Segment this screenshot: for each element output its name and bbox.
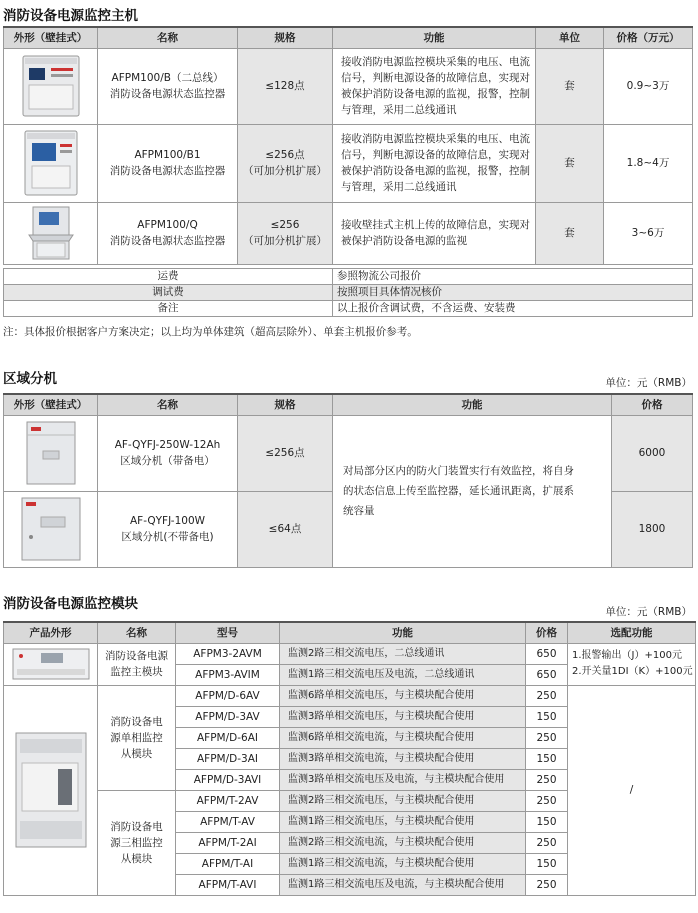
module-price-table [3,621,696,896]
product-name: 消防设备电源状态监控器 [109,165,226,177]
host-price-table [3,26,693,317]
zone-price-table [3,393,693,568]
price-cell: 250 [526,874,568,895]
option-alarm: 1.报警输出（J）+100元 [572,650,682,661]
module-name-line3: 从模块 [120,747,153,760]
product-image-cell [4,643,98,685]
product-image-cell [4,685,98,895]
spec-cell: ≤256点 [238,415,333,491]
header-function: 功能 [280,622,526,643]
product-model: AFPM100/Q [137,219,198,231]
price-cell: 150 [526,748,568,769]
wall-monitor-product-image [21,55,81,117]
model-cell: AFPM3-AVIM [176,664,280,685]
product-name: 区域分机（带备电） [120,455,215,467]
table-row [4,643,696,664]
slave-option-cell: / [568,685,696,895]
price-cell: 150 [526,853,568,874]
product-model: AF-QYFJ-250W-12Ah [114,439,221,451]
model-cell: AFPM/T-2AI [176,832,280,853]
price-cell: 250 [526,685,568,706]
zone-unit-product-image [19,497,83,561]
header-name: 名称 [98,394,238,415]
model-cell: AFPM/T-AVI [176,874,280,895]
module-name: 消防设备电 [110,715,163,728]
master-module-product-image [11,647,91,681]
header-appearance: 外形（壁挂式） [4,27,98,48]
cabinet-monitor-product-image [23,205,79,261]
model-cell: AFPM/D-6AV [176,685,280,706]
extra-label-remark: 备注 [4,300,333,316]
unit-cell: 套 [536,202,604,264]
price-cell: 650 [526,664,568,685]
header-spec: 规格 [238,27,333,48]
spec-value: ≤256点 [265,149,305,161]
price-cell: 250 [526,769,568,790]
header-price: 价格（万元） [604,27,693,48]
module-name-line2: 源三相监控 [110,836,163,849]
price-cell: 0.9~3万 [604,48,693,124]
product-image-cell [4,202,98,264]
header-name: 名称 [98,622,176,643]
product-name: 区域分机(不带备电) [121,531,214,543]
model-cell: AFPM/D-6AI [176,727,280,748]
header-price: 价格 [612,394,693,415]
zone-unit-backup-product-image [23,421,79,485]
price-cell: 650 [526,643,568,664]
extra-label-shipping: 运费 [4,268,333,284]
table-row [4,124,693,202]
module-unit-note: 单位：元（RMB） [605,606,692,618]
product-model: AF-QYFJ-100W [129,515,206,527]
header-name: 名称 [98,27,238,48]
slave-module-product-image [12,729,90,851]
product-name: 消防设备电源状态监控器 [109,88,226,100]
header-unit: 单位 [536,27,604,48]
function-cell: 监测1路三相交流电压及电流，二总线通讯 [280,664,526,685]
function-cell: 监测6路单相交流电压，与主模块配合使用 [280,685,526,706]
section-title-module: 消防设备电源监控模块 [3,596,138,612]
wall-monitor-b1-product-image [21,130,81,196]
table-row [4,48,693,124]
function-cell: 监测2路三相交流电压，与主模块配合使用 [280,790,526,811]
product-name: 消防设备电源状态监控器 [109,235,226,247]
product-image-cell [4,491,98,567]
table-row [4,268,693,284]
extra-value-remark: 以上报价含调试费，不含运费、安装费 [333,300,693,316]
module-name-line2: 源单相监控 [110,731,163,744]
model-cell: AFPM/D-3AVI [176,769,280,790]
header-spec: 规格 [238,394,333,415]
model-cell: AFPM/T-AV [176,811,280,832]
section-title-zone: 区域分机 [3,371,57,387]
header-appearance: 外形（壁挂式） [4,394,98,415]
table-row [4,415,693,491]
function-cell: 接收消防电源监控模块采集的电压、电流信号，判断电源设备的故障信息，实现对被保护消防设备电源的监视，报警，控制与管理，采用二总线通讯 [333,124,536,202]
price-cell: 250 [526,832,568,853]
price-cell: 1.8~4万 [604,124,693,202]
product-image-cell [4,124,98,202]
table-row [4,202,693,264]
header-appearance: 产品外形 [4,622,98,643]
header-model: 型号 [176,622,280,643]
spec-value: ≤256 [270,219,300,231]
function-cell: 监测3路单相交流电压及电流，与主模块配合使用 [280,769,526,790]
price-cell: 3~6万 [604,202,693,264]
header-function: 功能 [333,27,536,48]
spec-extension: （可加分机扩展） [243,235,327,247]
header-options: 选配功能 [568,622,696,643]
extra-label-debug: 调试费 [4,284,333,300]
function-cell: 监测2路三相交流电压，二总线通讯 [280,643,526,664]
module-name: 消防设备电源 [105,650,168,662]
function-cell: 监测3路单相交流电流，与主模块配合使用 [280,748,526,769]
section-title-host: 消防设备电源监控主机 [3,8,138,24]
header-price: 价格 [526,622,568,643]
extra-value-shipping: 参照物流公司报价 [333,268,693,284]
module-name-line3: 从模块 [120,852,153,865]
model-cell: AFPM/T-2AV [176,790,280,811]
product-image-cell [4,48,98,124]
table-row [4,300,693,316]
product-image-cell [4,415,98,491]
function-cell: 监测1路三相交流电压，与主模块配合使用 [280,811,526,832]
price-cell: 6000 [612,415,693,491]
host-note: 注：具体报价根据客户方案决定；以上均为单体建筑（超高层除外）、单套主机报价参考。 [3,326,418,338]
price-cell: 250 [526,790,568,811]
spec-cell: ≤64点 [238,491,333,567]
spec-extension: （可加分机扩展） [243,165,327,177]
function-cell: 监测2路三相交流电流，与主模块配合使用 [280,832,526,853]
module-name-line2: 监控主模块 [110,666,163,678]
header-function: 功能 [333,394,612,415]
model-cell: AFPM/D-3AI [176,748,280,769]
option-di: 2.开关量1DI（K）+100元 [572,666,693,677]
spec-cell: ≤128点 [238,48,333,124]
function-cell: 监测3路单相交流电压，与主模块配合使用 [280,706,526,727]
module-name: 消防设备电 [110,820,163,833]
unit-cell: 套 [536,124,604,202]
extra-value-debug: 按照项目具体情况核价 [333,284,693,300]
function-cell: 接收消防电源监控模块采集的电压、电流信号，判断电源设备的故障信息，实现对被保护消防设备电源的监视，报警，控制与管理，采用二总线通讯 [333,48,536,124]
price-cell: 150 [526,706,568,727]
model-cell: AFPM3-2AVM [176,643,280,664]
price-cell: 1800 [612,491,693,567]
price-cell: 250 [526,727,568,748]
model-cell: AFPM/D-3AV [176,706,280,727]
function-cell: 接收壁挂式主机上传的故障信息，实现对被保护消防设备电源的监视 [333,202,536,264]
zone-unit-note: 单位：元（RMB） [605,377,692,389]
table-row [4,685,696,706]
product-model: AFPM100/B1 [134,149,201,161]
function-cell: 监测1路三相交流电流，与主模块配合使用 [280,853,526,874]
model-cell: AFPM/T-AI [176,853,280,874]
function-cell: 监测6路单相交流电流，与主模块配合使用 [280,727,526,748]
table-row [4,284,693,300]
zone-function-cell: 对局部分区内的防火门装置实行有效监控，将自身的状态信息上传至监控器，延长通讯距离，扩展系统容量 [333,415,612,567]
price-cell: 150 [526,811,568,832]
product-model: AFPM100/B（二总线） [111,72,224,84]
function-cell: 监测1路三相交流电压及电流，与主模块配合使用 [280,874,526,895]
unit-cell: 套 [536,48,604,124]
